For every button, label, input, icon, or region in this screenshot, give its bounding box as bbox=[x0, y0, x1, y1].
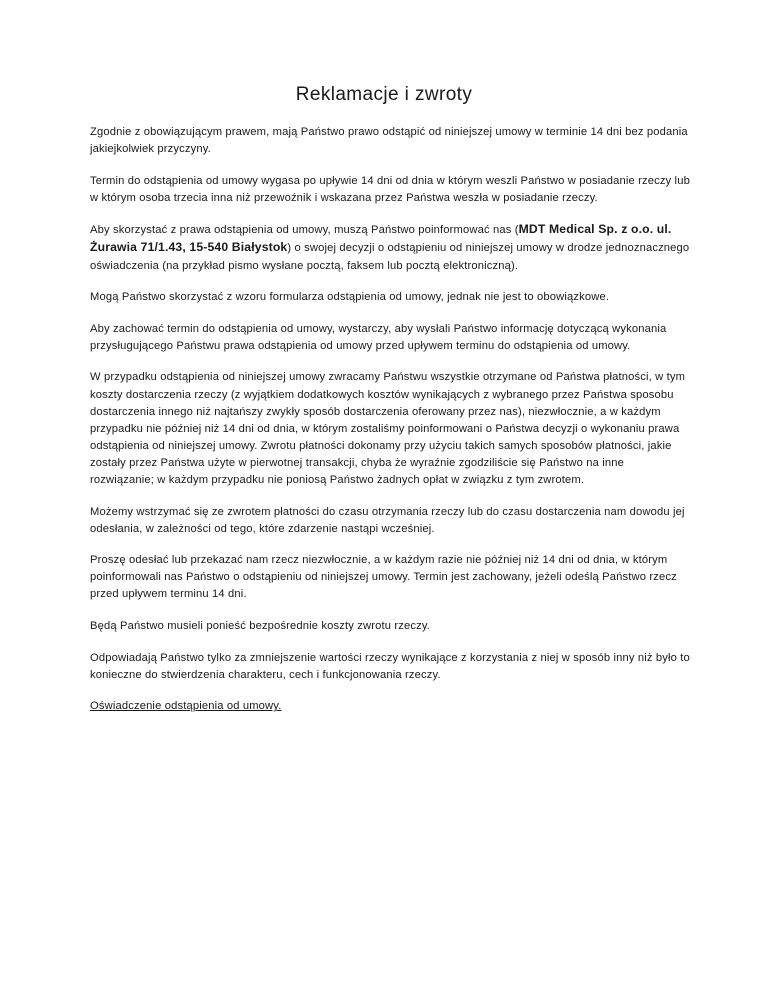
paragraph-return-goods: Proszę odesłać lub przekazać nam rzecz niezwłocznie, a w każdym razie nie później niż 14 dni od dnia, w którym poinformowali nas Państwo o odstąpieniu od niniejszej umowy. Termin jest zachowany, jeżeli odeślą Państwo rzecz przed upływem terminu 14 dni. bbox=[90, 554, 677, 601]
company-address: MDT Medical Sp. z o.o. ul. Żurawia 71/1.43, 15-540 Białystok bbox=[90, 222, 672, 255]
paragraph-how-to-withdraw bbox=[90, 221, 690, 274]
page-title: Reklamacje i zwroty bbox=[295, 84, 473, 105]
withdrawal-form-paragraph bbox=[90, 698, 690, 715]
paragraph-keep-deadline: Aby zachować termin do odstąpienia od umowy, wystarczy, aby wysłali Państwo informację dotyczącą wykonania przysługującego Państwu prawa odstąpienia od umowy przed upływem terminu do odstąpienia od umowy. bbox=[90, 322, 667, 352]
withdrawal-statement-link[interactable]: Oświadczenie odstąpienia od umowy. bbox=[90, 700, 282, 713]
paragraph-how-to-withdraw-end: ) o swojej decyzji o odstąpieniu od niniejszej umowy w drodze jednoznacznego oświadczenia (na przykład pismo wysłane pocztą, faksem lub pocztą elektroniczną). bbox=[90, 242, 690, 272]
paragraph-refund: W przypadku odstąpienia od niniejszej umowy zwracamy Państwu wszystkie otrzymane od Państwa płatności, w tym koszty dostarczenia rzeczy (z wyjątkiem dodatkowych kosztów wynikających z wybranego przez Państwa sposobu dostarczenia innego niż najtańszy zwykły sposób dostarczenia oferowany przez nas), niezwłocznie, a w każdym przypadku nie później niż 14 dni od dnia, w którym zostaliśmy poinformowani o Państwa decyzji o wykonaniu prawa odstąpienia od niniejszej umowy. Zwrotu płatności dokonamy przy użyciu takich samych sposobów płatności, jakie zostały przez Państwa użyte w pierwotnej transakcji, chyba że wyraźnie zgodziliście się Państwo na inne rozwiązanie; w każdym przypadku nie poniosą Państwo żadnych opłat w związku z tym zwrotem. bbox=[90, 371, 686, 486]
paragraph-right-of-withdrawal: Zgodnie z obowiązującym prawem, mają Państwo prawo odstąpić od niniejszej umowy w terminie 14 dni bez podania jakiejkolwiek przyczyny. bbox=[90, 126, 688, 156]
paragraph-return-costs: Będą Państwo musieli ponieść bezpośrednie koszty zwrotu rzeczy. bbox=[90, 620, 431, 633]
paragraph-liability: Odpowiadają Państwo tylko za zmniejszenie wartości rzeczy wynikające z korzystania z niej w sposób inny niż było to konieczne do stwierdzenia charakteru, cech i funkcjonowania rzeczy. bbox=[90, 651, 690, 681]
paragraph-withhold-refund: Możemy wstrzymać się ze zwrotem płatności do czasu otrzymania rzeczy lub do czasu dostarczenia nam dowodu jej odesłania, w zależności od tego, które zdarzenie nastąpi wcześniej. bbox=[90, 505, 685, 535]
paragraph-withdrawal-term: Termin do odstąpienia od umowy wygasa po upływie 14 dni od dnia w którym weszli Państwo w posiadanie rzeczy lub w którym osoba trzecia inna niż przewoźnik i wskazana przez Państwa weszła w posiadanie rzeczy. bbox=[90, 174, 690, 204]
document-body bbox=[90, 124, 690, 730]
paragraph-how-to-withdraw-start: Aby skorzystać z prawa odstąpienia od umowy, muszą Państwo poinformować nas ( bbox=[90, 224, 519, 237]
paragraph-form-optional: Mogą Państwo skorzystać z wzoru formularza odstąpienia od umowy, jednak nie jest to obowiązkowe. bbox=[90, 291, 610, 304]
